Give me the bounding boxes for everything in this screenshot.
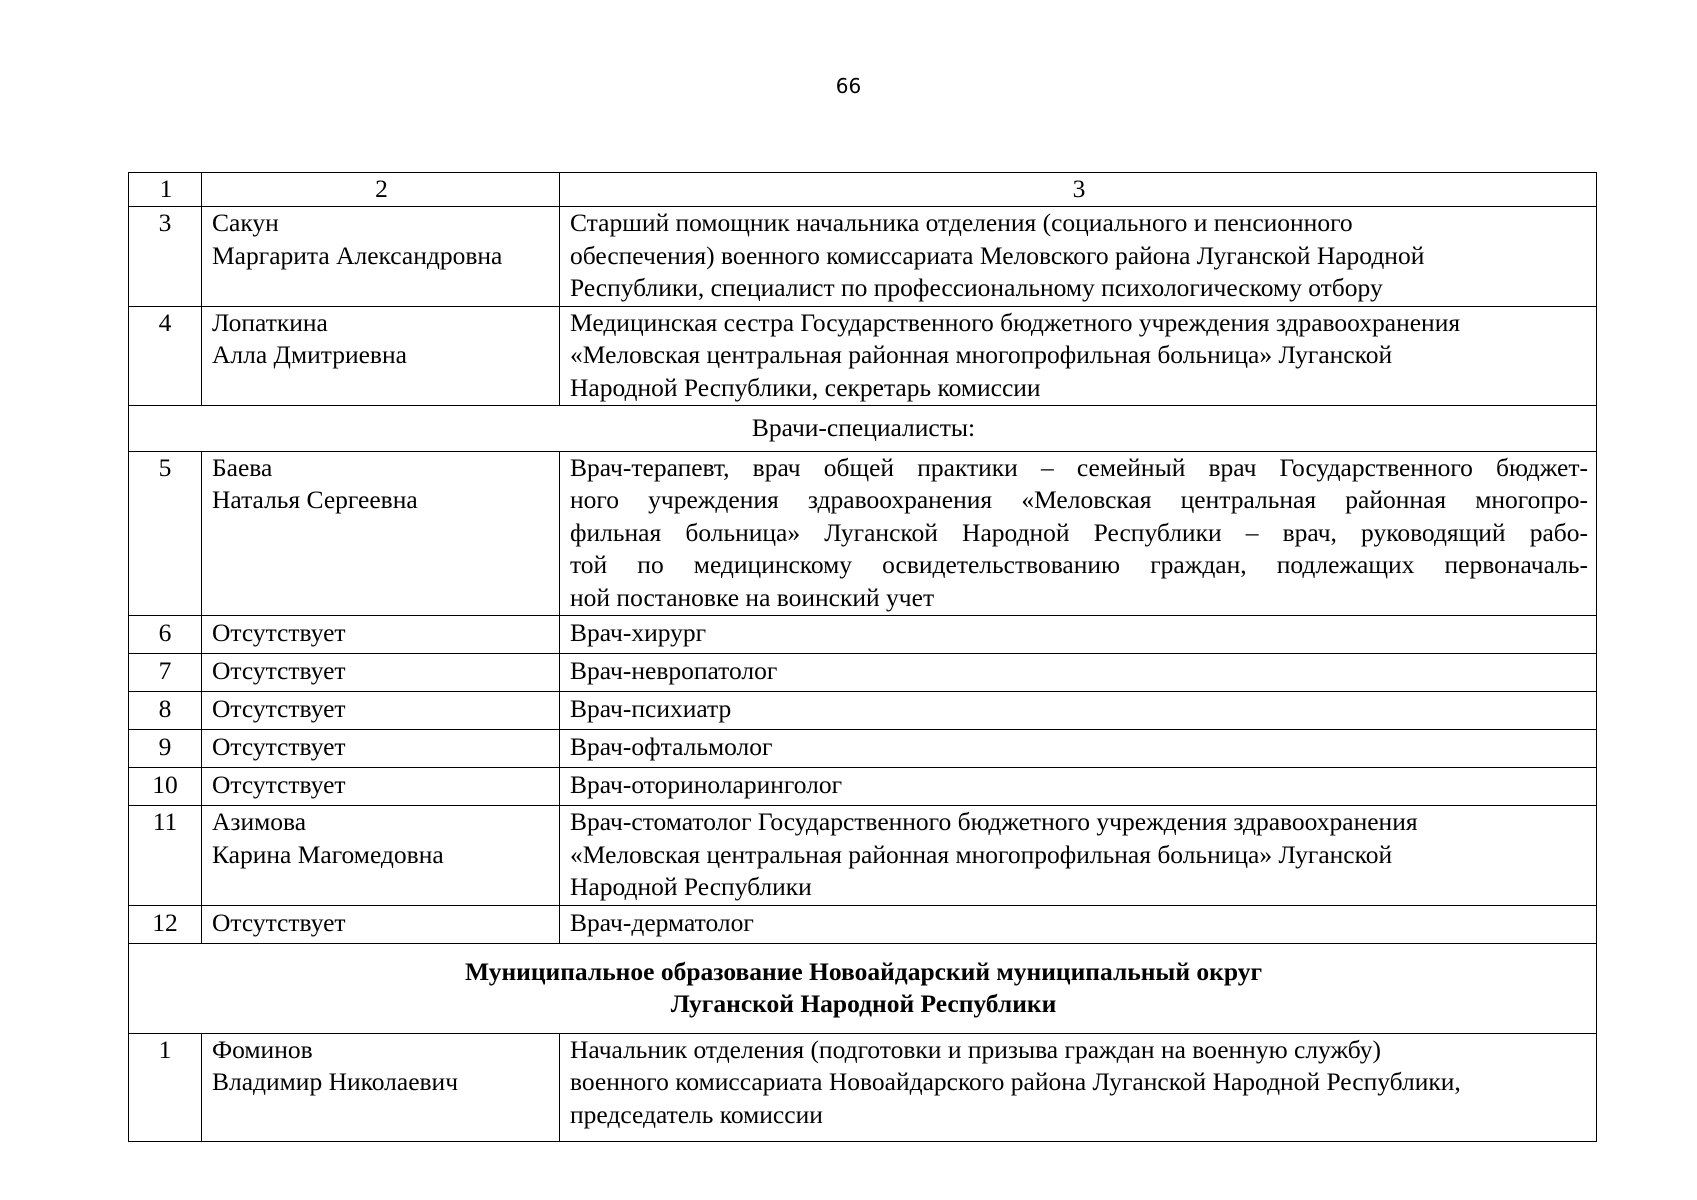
member-position: Врач-офтальмолог	[560, 730, 1597, 768]
member-given-name: Карина Магомедовна	[212, 839, 444, 869]
member-name: Отсутствует	[202, 654, 560, 692]
municipal-heading-line: Луганской Народной Республики	[670, 989, 1057, 1018]
position-line: Начальник отделения (подготовки и призыва граждан на военную службу)	[570, 1034, 1381, 1064]
row-number: 1	[129, 1033, 202, 1142]
table-row	[129, 806, 1597, 906]
member-position: Врач-оториноларинголог	[560, 768, 1597, 806]
position-line: ного учреждения здравоохранения «Меловская центральная районная многопро-	[570, 485, 1588, 514]
commission-members-table	[128, 172, 1597, 1142]
member-surname: Фоминов	[212, 1034, 313, 1064]
position-line: «Меловская центральная районная многопрофильная больница» Луганской	[570, 839, 1393, 869]
table-row	[129, 654, 1597, 692]
position-line: Врач-стоматолог Государственного бюджетного учреждения здравоохранения	[570, 807, 1418, 836]
member-name	[202, 306, 560, 406]
member-position	[560, 1033, 1597, 1142]
table-row	[129, 768, 1597, 806]
member-surname: Азимова	[212, 807, 307, 836]
row-number: 9	[129, 730, 202, 768]
row-number: 5	[129, 451, 202, 616]
member-given-name: Маргарита Александровна	[212, 240, 503, 270]
column-number-2: 2	[202, 173, 560, 207]
member-name	[202, 806, 560, 906]
position-line: Старший помощник начальника отделения (социального и пенсионного	[570, 208, 1353, 237]
member-name	[202, 1033, 560, 1142]
member-given-name: Алла Дмитриевна	[212, 340, 407, 369]
member-position: Врач-хирург	[560, 616, 1597, 654]
table-row	[129, 692, 1597, 730]
municipal-section-row	[129, 943, 1597, 1033]
row-number: 10	[129, 768, 202, 806]
position-line: фильная больница» Луганской Народной Республики – врач, руководящий рабо-	[570, 517, 1588, 547]
member-surname: Лопаткина	[212, 307, 328, 337]
position-line: Врач-терапевт, врач общей практики – семейный врач Государственного бюджет-	[570, 452, 1588, 482]
member-position: Врач-дерматолог	[560, 905, 1597, 943]
member-given-name: Владимир Николаевич	[212, 1067, 459, 1096]
section-heading-row	[129, 406, 1597, 452]
member-position	[560, 451, 1597, 616]
row-number: 7	[129, 654, 202, 692]
table-row	[129, 451, 1597, 616]
position-line: ной постановке на воинский учет	[570, 582, 935, 612]
member-position	[560, 207, 1597, 307]
row-number: 8	[129, 692, 202, 730]
row-number: 11	[129, 806, 202, 906]
row-number: 3	[129, 207, 202, 307]
position-line: Медицинская сестра Государственного бюджетного учреждения здравоохранения	[570, 307, 1461, 337]
table-header-row	[129, 173, 1597, 207]
member-surname: Баева	[212, 452, 273, 482]
table-row	[129, 207, 1597, 307]
member-name: Отсутствует	[202, 692, 560, 730]
member-name: Отсутствует	[202, 905, 560, 943]
table-row	[129, 1033, 1597, 1142]
member-position: Врач-невропатолог	[560, 654, 1597, 692]
member-position: Врач-психиатр	[560, 692, 1597, 730]
table-row	[129, 616, 1597, 654]
member-name: Отсутствует	[202, 616, 560, 654]
member-surname: Сакун	[212, 208, 279, 237]
position-line: обеспечения) военного комиссариата Меловского района Луганской Народной	[570, 240, 1425, 270]
member-name: Отсутствует	[202, 768, 560, 806]
section-heading-doctors: Врачи-специалисты:	[129, 406, 1597, 452]
page-number: 66	[835, 74, 862, 98]
position-line: Народной Республики	[570, 872, 812, 901]
position-line: той по медицинскому освидетельствованию граждан, подлежащих первоначаль-	[570, 550, 1588, 579]
table-row	[129, 306, 1597, 406]
member-given-name: Наталья Сергеевна	[212, 485, 418, 514]
table-row	[129, 905, 1597, 943]
municipal-heading-line: Муниципальное образование Новоайдарский муниципальный округ	[464, 956, 1263, 986]
position-line: Республики, специалист по профессиональному психологическому отбору	[570, 273, 1383, 302]
position-line: Народной Республики, секретарь комиссии	[570, 372, 1041, 402]
position-line: военного комиссариата Новоайдарского района Луганской Народной Республики,	[570, 1067, 1461, 1096]
row-number: 12	[129, 905, 202, 943]
table-row	[129, 730, 1597, 768]
column-number-3: 3	[560, 173, 1597, 207]
member-name: Отсутствует	[202, 730, 560, 768]
position-line: «Меловская центральная районная многопрофильная больница» Луганской	[570, 340, 1393, 369]
row-number: 4	[129, 306, 202, 406]
municipal-section-heading	[129, 943, 1597, 1033]
member-position	[560, 806, 1597, 906]
column-number-1: 1	[129, 173, 202, 207]
member-name	[202, 451, 560, 616]
position-line: председатель комиссии	[570, 1099, 823, 1129]
row-number: 6	[129, 616, 202, 654]
member-position	[560, 306, 1597, 406]
member-name	[202, 207, 560, 307]
